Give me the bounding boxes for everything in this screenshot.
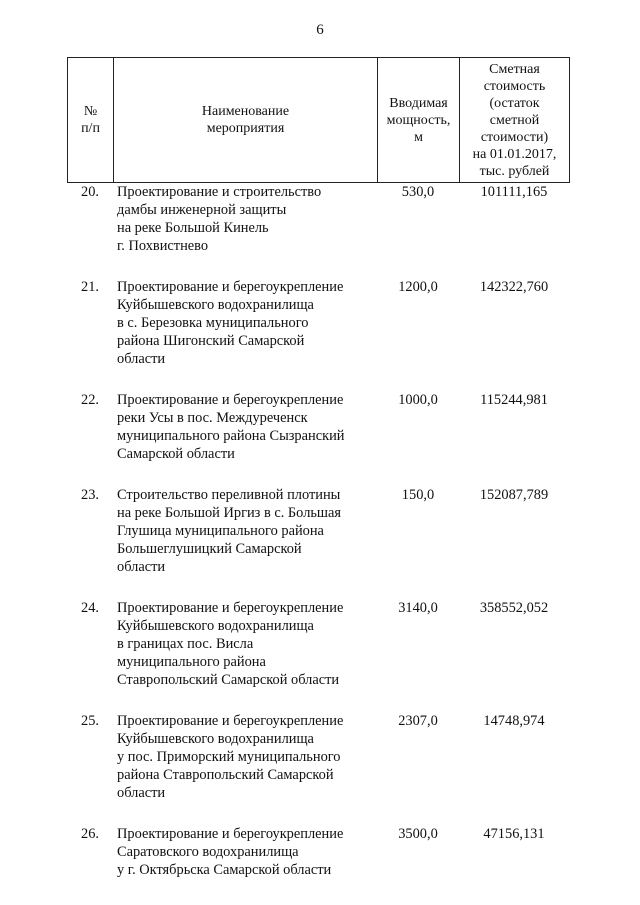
row-power: 150,0	[401, 487, 435, 503]
table-row	[67, 599, 569, 689]
row-name-line: района Шигонский Самарской	[117, 333, 305, 349]
row-number: 20.	[81, 184, 99, 200]
row-name-line: Большеглушицкий Самарской	[117, 541, 302, 557]
header-line: №	[83, 104, 98, 119]
row-name-line: Куйбышевского водохранилища	[117, 731, 314, 747]
header-line: п/п	[81, 121, 100, 136]
header-line: мощность,	[386, 112, 451, 128]
row-name-line: в с. Березовка муниципального	[117, 315, 309, 331]
row-name-line: г. Похвистнево	[117, 238, 209, 254]
header-power	[378, 58, 460, 183]
row-name-line: Ставропольский Самарской области	[117, 672, 340, 688]
row-name-line: Проектирование и берегоукрепление	[117, 826, 344, 842]
row-name-line: Саратовского водохранилища	[117, 844, 299, 860]
row-cost: 142322,760	[479, 279, 549, 295]
header-name	[114, 58, 378, 183]
row-name-line: Проектирование и берегоукрепление	[117, 279, 344, 295]
header-line: на 01.01.2017,	[472, 146, 557, 162]
row-name-line: у пос. Приморский муниципального	[117, 749, 341, 765]
row-number: 26.	[81, 826, 99, 842]
row-name-line: реки Усы в пос. Междуреченск	[117, 410, 308, 426]
header-line: сметной	[489, 112, 540, 128]
row-number: 22.	[81, 392, 99, 408]
row-name-line: Проектирование и берегоукрепление	[117, 392, 344, 408]
row-name-line: у г. Октябрьска Самарской области	[117, 862, 332, 878]
row-name	[113, 183, 377, 255]
header-line: тыс. рублей	[479, 163, 550, 179]
row-name-line: Проектирование и берегоукрепление	[117, 600, 344, 616]
row-name-line: Строительство переливной плотины	[117, 487, 341, 503]
table-row	[67, 183, 569, 255]
header-line: мероприятия	[206, 121, 285, 136]
row-name-line: области	[117, 351, 166, 367]
row-name-line: на реке Большой Кинель	[117, 220, 269, 236]
table-body	[67, 183, 569, 879]
header-line: стоимость	[483, 78, 546, 94]
header-line: (остаток	[489, 95, 540, 111]
row-name-line: в границах пос. Висла	[117, 636, 254, 652]
row-name-line: муниципального района	[117, 654, 266, 670]
header-number	[68, 58, 114, 183]
row-name	[113, 825, 377, 879]
row-power: 3140,0	[398, 600, 438, 616]
row-number: 25.	[81, 713, 99, 729]
header-line: стоимости)	[480, 129, 549, 145]
row-name-line: муниципального района Сызранский	[117, 428, 345, 444]
row-name-line: области	[117, 785, 166, 801]
table-row	[67, 712, 569, 802]
row-power: 2307,0	[398, 713, 438, 729]
row-name-line: района Ставропольский Самарской	[117, 767, 334, 783]
row-cost: 152087,789	[479, 487, 549, 503]
row-name-line: Куйбышевского водохранилища	[117, 618, 314, 634]
row-cost: 115244,981	[480, 392, 548, 408]
row-name	[113, 486, 377, 576]
row-cost: 47156,131	[483, 826, 545, 842]
row-name	[113, 712, 377, 802]
row-name-line: Проектирование и строительство	[117, 184, 322, 200]
row-power: 530,0	[401, 184, 435, 200]
table-row	[67, 486, 569, 576]
row-name	[113, 278, 377, 368]
row-cost: 101111,165	[480, 184, 548, 200]
row-name-line: Глушица муниципального района	[117, 523, 324, 539]
row-name-line: дамбы инженерной защиты	[117, 202, 287, 218]
row-name-line: на реке Большой Иргиз в с. Большая	[117, 505, 342, 521]
table-header	[67, 57, 570, 183]
row-name	[113, 599, 377, 689]
row-name-line: Куйбышевского водохранилища	[117, 297, 314, 313]
row-name-line: Проектирование и берегоукрепление	[117, 713, 344, 729]
row-power: 3500,0	[398, 826, 438, 842]
row-power: 1200,0	[398, 279, 438, 295]
row-cost: 14748,974	[483, 713, 545, 729]
table-row	[67, 391, 569, 463]
table-row	[67, 825, 569, 879]
row-name-line: Самарской области	[117, 446, 235, 462]
header-line: Вводимая	[389, 95, 448, 111]
row-name-line: области	[117, 559, 166, 575]
header-line: Наименование	[201, 104, 290, 119]
row-number: 21.	[81, 279, 99, 295]
header-cost	[460, 58, 570, 183]
header-line: Сметная	[489, 61, 540, 77]
row-name	[113, 391, 377, 463]
page-number: 6	[316, 22, 324, 38]
row-number: 23.	[81, 487, 99, 503]
table-row	[67, 278, 569, 368]
row-cost: 358552,052	[479, 600, 549, 616]
header-line: м	[414, 129, 423, 145]
row-number: 24.	[81, 600, 99, 616]
row-power: 1000,0	[398, 392, 438, 408]
